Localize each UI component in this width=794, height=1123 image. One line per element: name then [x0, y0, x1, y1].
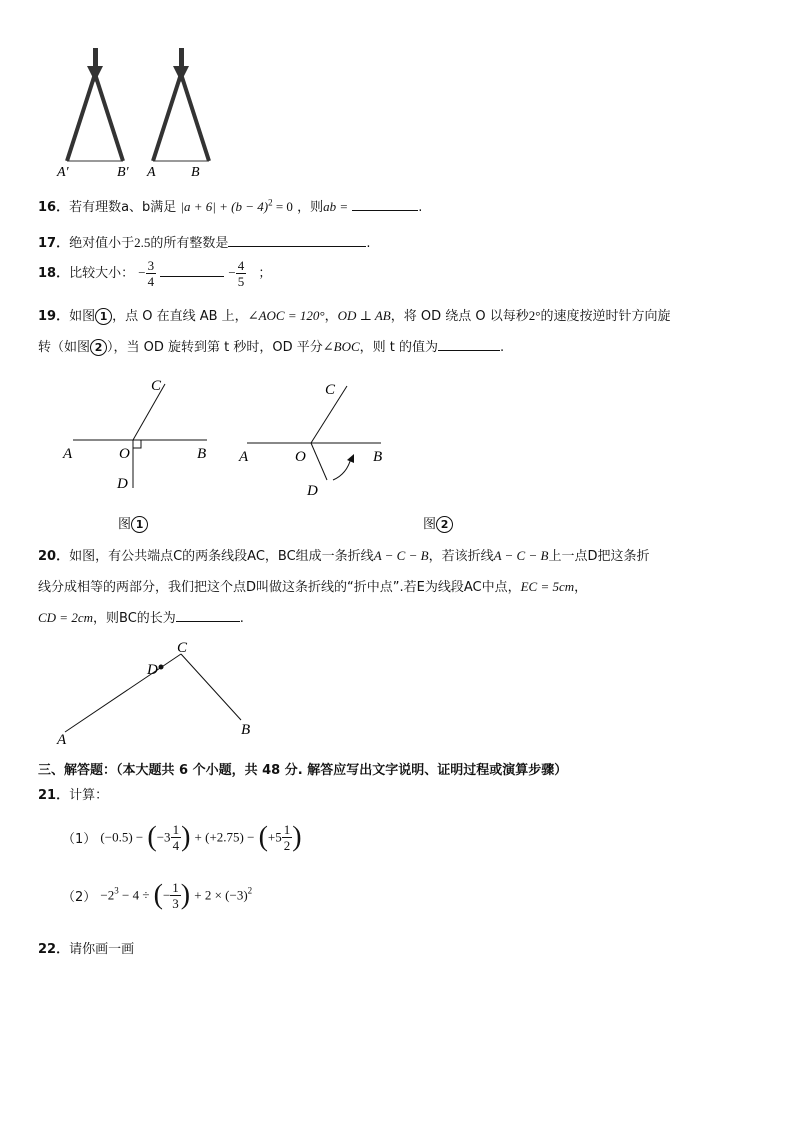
- question-number: 22．: [38, 942, 70, 957]
- numerator: 1: [172, 880, 179, 895]
- compass-figure: [55, 44, 215, 178]
- question-17: [38, 232, 371, 251]
- semicolon: ；: [258, 266, 272, 281]
- label-o: O: [295, 449, 306, 465]
- math-polyline: A − C − B: [493, 548, 549, 563]
- label-c: C: [325, 382, 336, 398]
- question-text: ，将 OD 绕点 O 以每秒: [390, 309, 529, 324]
- math-expression: |a + 6| + (b − 4): [180, 199, 269, 214]
- denominator: 2: [283, 838, 291, 853]
- question-text: 若有理数a、b满足: [69, 200, 177, 215]
- question-number: 21．: [38, 788, 70, 803]
- answer-blank[interactable]: [160, 264, 224, 277]
- left-paren: (: [147, 821, 157, 853]
- math-value: 2.5: [134, 235, 151, 250]
- question-text: 线分成相等的两部分，我们把这个点D叫做这条折线的“折中点”.若E为线段AC中点，: [38, 580, 521, 595]
- figure-1: [55, 370, 225, 500]
- question-text: 计算：: [69, 788, 109, 803]
- answer-blank[interactable]: [438, 338, 500, 351]
- question-number: 20．: [38, 549, 70, 564]
- question-18: [38, 258, 271, 289]
- part-label: （1）: [62, 832, 97, 847]
- label-a: A: [239, 449, 249, 465]
- label-d: D: [147, 662, 158, 678]
- right-paren: ): [180, 879, 191, 911]
- question-number: 16．: [38, 200, 70, 215]
- figure-1-caption: [118, 513, 148, 533]
- figure-2: [235, 370, 405, 500]
- minus-sign: −: [162, 887, 171, 903]
- right-paren: ): [292, 821, 302, 853]
- minus-sign: −: [138, 265, 146, 280]
- question-number: 18．: [38, 266, 70, 281]
- circled-number-2: 2: [436, 516, 453, 533]
- question-text: ），当 OD 旋转到第 t 秒时，OD 平分: [107, 340, 323, 355]
- answer-blank[interactable]: [176, 609, 240, 622]
- period: .: [239, 611, 244, 626]
- label-a: A: [63, 446, 73, 462]
- section-3-title: 三、解答题：（本大题共 6 个小题，共 48 分. 解答应写出文字说明、证明过程或演算步骤）: [38, 763, 568, 778]
- exponent: 2: [268, 197, 273, 208]
- label-a-prime: A′: [57, 165, 69, 178]
- label-b: B: [197, 446, 207, 462]
- question-text: 转（如图: [38, 340, 91, 355]
- period: .: [500, 340, 505, 355]
- label-c: C: [177, 640, 188, 656]
- figure-2-caption: [423, 513, 453, 533]
- rotation-arrow: [333, 458, 351, 480]
- label-d: D: [117, 476, 128, 492]
- point-d: [159, 665, 164, 670]
- caption-text: 图: [118, 517, 132, 532]
- segment-cb: [181, 654, 241, 720]
- question-21: [38, 784, 108, 803]
- arrow-head: [347, 454, 354, 463]
- math-angle: ∠BOC: [322, 339, 360, 354]
- question-text: 上一点D把这条折: [548, 549, 650, 564]
- numerator: 4: [237, 258, 245, 273]
- ray-od: [311, 443, 327, 480]
- right-paren: ): [181, 821, 191, 853]
- denominator: 5: [237, 274, 245, 289]
- math-term: + 2 × (−3): [194, 887, 248, 903]
- question-21-part-2: [62, 880, 252, 911]
- question-text: 如图，有公共端点C的两条线段AC，BC组成一条折线: [69, 549, 374, 564]
- question-text: 比较大小：: [69, 266, 135, 281]
- question-19-line-2: [38, 336, 504, 356]
- math-term: (−0.5) −: [100, 829, 144, 845]
- question-text: 的所有整数是: [150, 236, 229, 251]
- fraction: [282, 822, 293, 853]
- mixed-whole: −3: [156, 829, 171, 845]
- math-term: + (+2.75) −: [194, 829, 255, 845]
- math-degree: 2°: [528, 308, 541, 323]
- segment-ac: [65, 654, 181, 732]
- fraction: [171, 822, 182, 853]
- question-text: ，则 t 的值为: [359, 340, 439, 355]
- exponent: 2: [247, 885, 253, 896]
- question-text: ，则: [297, 200, 324, 215]
- question-text: ，若该折线: [428, 549, 494, 564]
- math-term: − 4 ÷: [118, 887, 150, 903]
- question-text: 请你画一画: [69, 942, 135, 957]
- denominator: 3: [172, 896, 179, 911]
- question-number: 17．: [38, 236, 70, 251]
- label-o: O: [119, 446, 130, 462]
- numerator: 1: [283, 822, 291, 837]
- numerator: 3: [147, 258, 155, 273]
- label-d: D: [307, 483, 318, 499]
- question-16: [38, 196, 422, 215]
- figure-polyline: [55, 640, 275, 750]
- caption-text: 图: [423, 517, 437, 532]
- part-label: （2）: [62, 890, 97, 905]
- math-ab: ab =: [323, 199, 349, 214]
- label-a: A: [57, 732, 67, 748]
- answer-blank[interactable]: [352, 198, 418, 211]
- question-20-line-2: [38, 576, 587, 595]
- question-20-line-1: [38, 545, 649, 564]
- label-b: B: [373, 449, 383, 465]
- right-angle-mark: [133, 440, 141, 448]
- math-cd: CD = 2cm: [38, 610, 93, 625]
- math-angle: ∠AOC = 120°: [247, 308, 325, 323]
- period: .: [418, 200, 423, 215]
- exponent: 3: [114, 885, 119, 896]
- math-polyline: A − C − B: [373, 548, 429, 563]
- label-b: B: [241, 722, 251, 738]
- label-b-prime: B′: [117, 165, 129, 178]
- question-text: ，: [574, 580, 588, 595]
- denominator: 4: [147, 274, 155, 289]
- question-number: 19．: [38, 309, 70, 324]
- label-a: A: [147, 165, 156, 178]
- question-22: [38, 938, 134, 957]
- question-text: ，点 O 在直线 AB 上，: [112, 309, 248, 324]
- math-perp: OD ⊥ AB: [337, 308, 391, 323]
- denominator: 4: [172, 838, 180, 853]
- circled-number-1: 1: [95, 308, 112, 325]
- numerator: 1: [172, 822, 180, 837]
- question-text: ，: [324, 309, 338, 324]
- minus-sign: −: [228, 265, 236, 280]
- fraction: [170, 880, 181, 911]
- fraction-2: [236, 258, 247, 289]
- left-paren: (: [258, 821, 268, 853]
- circled-number-2: 2: [90, 339, 107, 356]
- circled-number-1: 1: [131, 516, 148, 533]
- question-text: ，则BC的长为: [93, 611, 176, 626]
- label-c: C: [151, 378, 162, 394]
- question-21-part-1: [62, 822, 302, 853]
- question-text: 如图: [69, 309, 96, 324]
- mixed-whole: +5: [267, 829, 282, 845]
- label-b: B: [191, 165, 200, 178]
- question-text: 绝对值小于: [69, 236, 135, 251]
- fraction-1: [146, 258, 157, 289]
- question-19-line-1: [38, 305, 670, 325]
- question-20-line-3: [38, 607, 244, 626]
- answer-blank[interactable]: [228, 234, 366, 247]
- math-term: −2: [100, 887, 115, 903]
- math-ec: EC = 5cm: [520, 579, 575, 594]
- math-eq: = 0: [272, 199, 293, 214]
- period: .: [366, 236, 371, 251]
- question-text: 的速度按逆时针方向旋: [540, 309, 671, 324]
- left-paren: (: [153, 879, 163, 911]
